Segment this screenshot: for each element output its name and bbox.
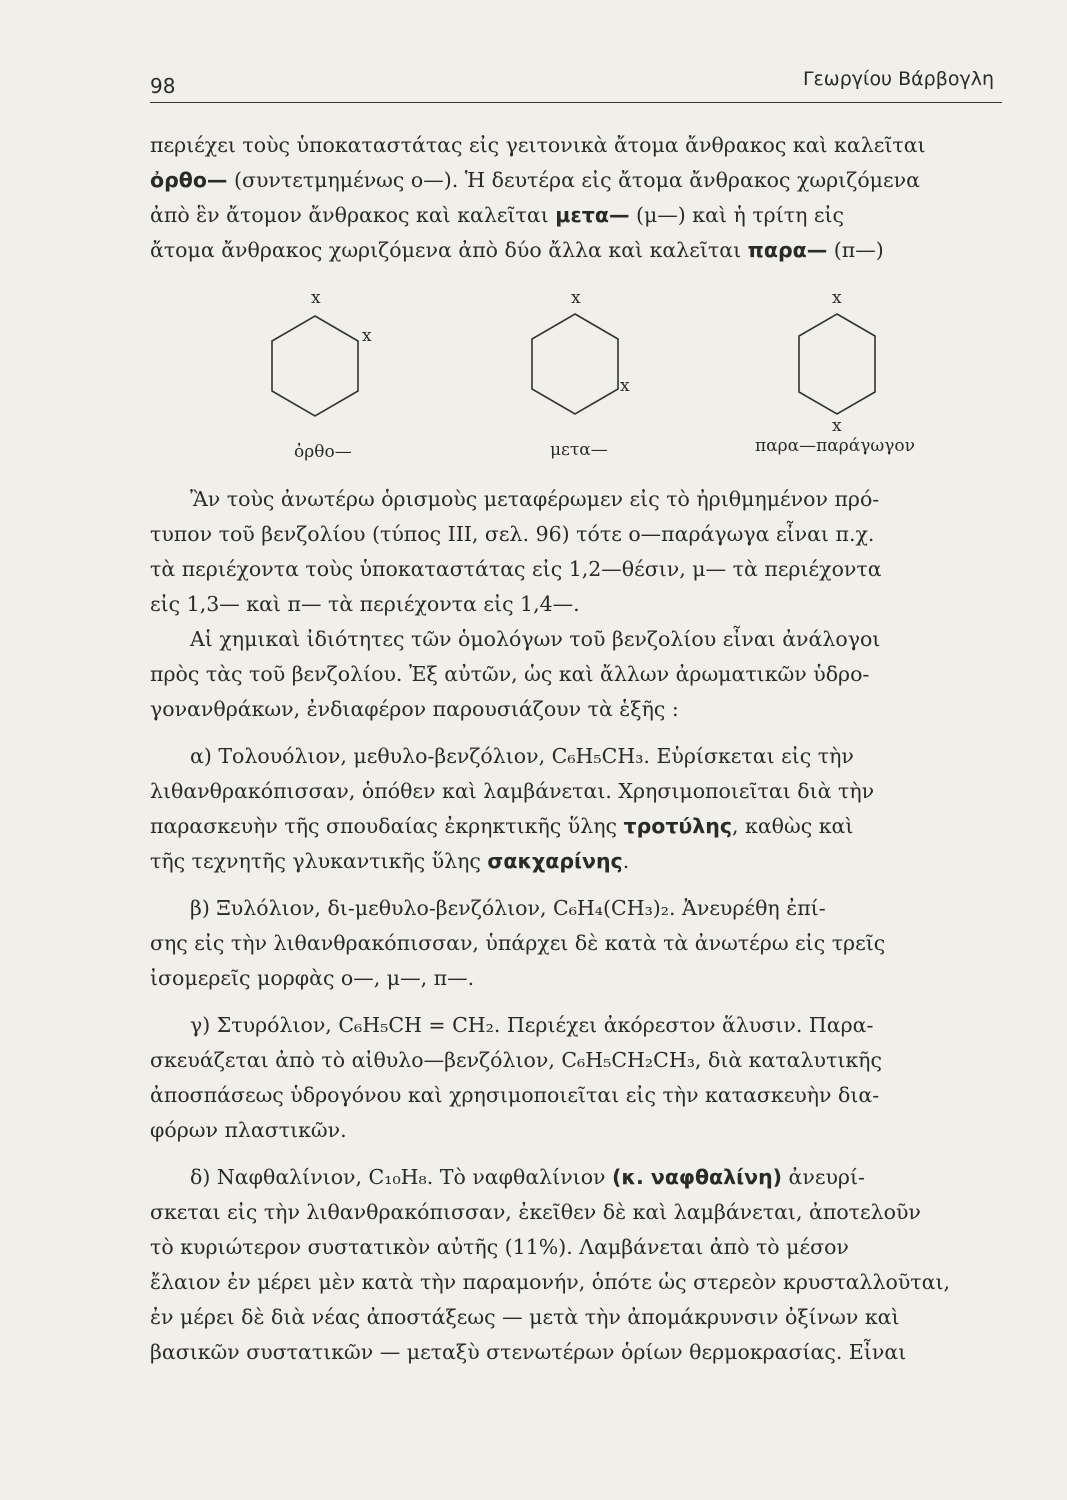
text-span: παρασκευὴν τῆς σπουδαίας ἐκρηκτικῆς ὕλης: [150, 814, 624, 838]
intro-paragraph: [150, 128, 1010, 268]
ortho-substituent-2: x: [362, 326, 372, 346]
para-caption: παρα—παράγωγον: [755, 436, 916, 456]
text-span: δ) Ναφθαλίνιον, C₁₀H₈. Τὸ ναφθαλίνιον: [190, 1165, 613, 1189]
text-span: ἄτομα ἄνθρακος χωριζόμενα ἀπὸ δύο ἄλλα καὶ καλεῖται: [150, 238, 748, 262]
naphthalene-term: (κ. ναφθαλίνη): [612, 1165, 783, 1189]
text-line: [150, 233, 1010, 268]
para-substituent-2: x: [832, 416, 842, 436]
text-span: ἀπὸ ἓν ἄτομον ἄνθρακος καὶ καλεῖται: [150, 203, 556, 227]
text-line: [150, 809, 1010, 844]
text-line: πρὸς τὰς τοῦ βενζολίου. Ἐξ αὐτῶν, ὡς καὶ ἄλλων ἀρωματικῶν ὑδρο-: [150, 662, 870, 686]
text-line: ἀποσπάσεως ὑδρογόνου καὶ χρησιμοποιεῖται εἰς τὴν κατασκευὴν δια-: [150, 1083, 880, 1107]
benzene-isomer-diagrams: [150, 288, 1010, 468]
text-line: Αἱ χημικαὶ ἰδιότητες τῶν ὁμολόγων τοῦ βενζολίου εἶναι ἀνάλογοι: [190, 627, 881, 651]
text-line: Ἂν τοὺς ἀνωτέρω ὁρισμοὺς μεταφέρωμεν εἰς τὸ ἠριθμημένον πρό-: [190, 487, 880, 511]
text-line: σκεται εἰς τὴν λιθανθρακόπισσαν, ἐκεῖθεν δὲ καὶ λαμβάνεται, ἀποτελοῦν: [150, 1200, 921, 1224]
saccharin-term: σακχαρίνης: [487, 849, 623, 873]
meta-term: μετα—: [555, 203, 630, 227]
text-line: ἔλαιον ἐν μέρει μὲν κατὰ τὴν παραμονήν, ὁπότε ὡς στερεὸν κρυσταλλοῦται,: [150, 1270, 951, 1294]
meta-substituent-1: x: [571, 288, 581, 308]
ortho-benzene-ring: [272, 316, 358, 416]
text-line: τυπον τοῦ βενζολίου (τύπος ΙΙΙ, σελ. 96) τότε ο—παράγωγα εἶναι π.χ.: [150, 522, 875, 546]
ortho-term: ὀρθο—: [150, 168, 228, 192]
para-benzene-ring: [799, 314, 875, 414]
body-text: [150, 482, 1010, 1370]
para-substituent-1: x: [832, 288, 842, 308]
text-line: ἐν μέρει δὲ διὰ νέας ἀποστάξεως — μετὰ τὴν ἀπομάκρυνσιν ὀξίνων καὶ: [150, 1305, 900, 1329]
text-line: τὰ περιέχοντα τοὺς ὑποκαταστάτας εἰς 1,2—θέσιν, μ— τὰ περιέχοντα: [150, 557, 882, 581]
text-span: τῆς τεχνητῆς γλυκαντικῆς ὕλης: [150, 849, 488, 873]
text-line: α) Τολουόλιον, μεθυλο-βενζόλιον, C₆H₅CH₃. Εὑρίσκεται εἰς τὴν: [190, 744, 854, 768]
text-line: βασικῶν συστατικῶν — μεταξὺ στενωτέρων ὁρίων θερμοκρασίας. Εἶναι: [150, 1340, 907, 1364]
text-line: ἰσομερεῖς μορφὰς ο—, μ—, π—.: [150, 966, 475, 990]
text-span: (π—): [827, 238, 884, 262]
text-line: [150, 1160, 1010, 1195]
ortho-caption: ὀρθο—: [294, 442, 352, 462]
text-span: .: [622, 849, 630, 873]
text-line: φόρων πλαστικῶν.: [150, 1118, 347, 1142]
text-span: ἀνευρί-: [782, 1165, 865, 1189]
text-line: περιέχει τοὺς ὑποκαταστάτας εἰς γειτονικὰ ἄτομα ἄνθρακος καὶ καλεῖται: [150, 133, 926, 157]
text-line: [150, 163, 1010, 198]
meta-benzene-ring: [532, 314, 618, 414]
text-line: γονανθράκων, ἐνδιαφέρον παρουσιάζουν τὰ ἑξῆς :: [150, 697, 679, 721]
text-span: (συντετμημένως ο—). Ἡ δευτέρα εἰς ἄτομα ἄνθρακος χωριζόμενα: [227, 168, 920, 192]
text-line: σκευάζεται ἀπὸ τὸ αἰθυλο—βενζόλιον, C₆H₅CH₂CH₃, διὰ καταλυτικῆς: [150, 1048, 882, 1072]
text-line: γ) Στυρόλιον, C₆H₅CH = CH₂. Περιέχει ἀκόρεστον ἅλυσιν. Παρα-: [190, 1013, 874, 1037]
text-line: [150, 198, 1010, 233]
text-line: εἰς 1,3— καὶ π— τὰ περιέχοντα εἰς 1,4—.: [150, 592, 580, 616]
trotyl-term: τροτύλης: [623, 814, 732, 838]
page-header: [150, 68, 1002, 103]
para-term: παρα—: [747, 238, 828, 262]
running-head: Γεωργίου Βάρβογλη: [802, 68, 994, 90]
meta-caption: μετα—: [550, 440, 608, 460]
text-line: τὸ κυριώτερον συστατικὸν αὐτῆς (11%). Λαμβάνεται ἀπὸ τὸ μέσον: [150, 1235, 849, 1259]
text-line: λιθανθρακόπισσαν, ὁπόθεν καὶ λαμβάνεται. Χρησιμοποιεῖται διὰ τὴν: [150, 779, 875, 803]
text-line: β) Ξυλόλιον, δι-μεθυλο-βενζόλιον, C₆H₄(CH₃)₂. Ἀνευρέθη ἐπί-: [190, 896, 826, 920]
text-span: , καθὼς καὶ: [731, 814, 854, 838]
meta-substituent-2: x: [620, 376, 630, 396]
ortho-substituent-1: x: [311, 288, 321, 308]
page-number: 98: [150, 74, 176, 98]
text-span: (μ—) καὶ ἡ τρίτη εἰς: [629, 203, 845, 227]
text-line: σης εἰς τὴν λιθανθρακόπισσαν, ὑπάρχει δὲ κατὰ τὰ ἀνωτέρω εἰς τρεῖς: [150, 931, 886, 955]
text-line: [150, 844, 1010, 879]
